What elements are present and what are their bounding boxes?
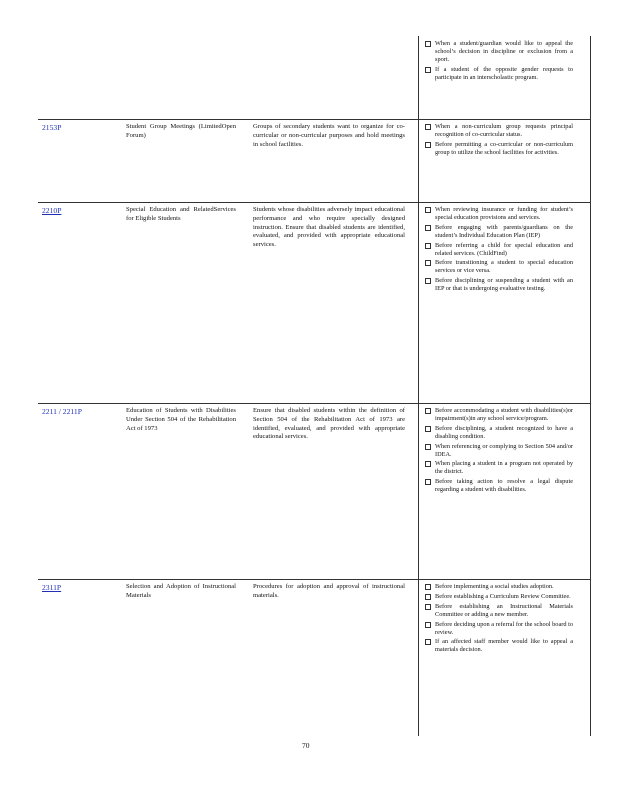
list-item: Before implementing a social studies adoption. xyxy=(423,583,573,591)
policy-link-2210P[interactable]: 2210P xyxy=(42,206,62,215)
policy-title: Special Education and RelatedServices for Eligible Students xyxy=(126,206,236,222)
list-item: Before establishing a Curriculum Review Committee. xyxy=(423,593,573,601)
list-item: Before engaging with parents/guardians on the student’s Individual Education Plan (IEP) xyxy=(423,224,573,240)
row-divider-2 xyxy=(38,202,591,203)
checkbox-bullet-icon xyxy=(425,622,431,628)
checkbox-bullet-icon xyxy=(425,243,431,249)
list-item: Before permitting a co-curricular or non-curriculum group to utilize the school facilities for activities. xyxy=(423,141,573,157)
list-item: When reviewing insurance or funding for student’s special education provisions and services. xyxy=(423,206,573,222)
when-cell-continued xyxy=(423,40,573,84)
checkbox-bullet-icon xyxy=(425,67,431,73)
policy-purpose: Procedures for adoption and approval of instructional materials. xyxy=(253,583,405,599)
checkbox-bullet-icon xyxy=(425,479,431,485)
list-item: Before establishing an Instructional Materials Committee or adding a new member. xyxy=(423,603,573,619)
list-item: When a non-curriculum group requests principal recognition of co-curricular status. xyxy=(423,123,573,139)
checkbox-bullet-icon xyxy=(425,408,431,414)
when-cell xyxy=(423,123,573,159)
checkbox-bullet-icon xyxy=(425,639,431,645)
checkbox-bullet-icon xyxy=(425,41,431,47)
list-item: Before disciplining or suspending a student with an IEP or that is undergoing evaluative testing. xyxy=(423,277,573,293)
list-item: If a student of the opposite gender requests to participate in an interscholastic program. xyxy=(423,66,573,82)
list-item: Before accommodating a student with disabilities(s)or impairment(s)in any school service/program. xyxy=(423,407,573,423)
policy-title: Education of Students with Disabilities Under Section 504 of the Rehabilitation Act of 1973 xyxy=(126,407,236,432)
list-item: Before disciplining, a student recognized to have a disabling condition. xyxy=(423,425,573,441)
list-item: When referencing or complying to Section 504 and/or IDEA. xyxy=(423,443,573,459)
checkbox-bullet-icon xyxy=(425,278,431,284)
list-item: Before taking action to resolve a legal dispute regarding a student with disabilities. xyxy=(423,478,573,494)
policy-code: 2211 / 2211P xyxy=(42,407,82,416)
policy-title: Selection and Adoption of Instructional Materials xyxy=(126,583,236,599)
checkbox-bullet-icon xyxy=(425,225,431,231)
list-item: When a student/guardian would like to appeal the school’s decision in discipline or exclusion from a sport. xyxy=(423,40,573,64)
policy-link-2311P[interactable]: 2311P xyxy=(42,583,62,592)
policy-purpose: Ensure that disabled students within the definition of Section 504 of the Rehabilitation Act of 1973 are identified, evaluated, and provided with appropriate educational services. xyxy=(253,407,405,441)
table-right-border xyxy=(590,36,591,736)
row-divider-3 xyxy=(38,403,591,404)
policy-purpose: Groups of secondary students want to organize for co-curricular or non-curricular purposes and hold meetings in school facilities. xyxy=(253,123,405,148)
list-item: When placing a student in a program not operated by the district. xyxy=(423,460,573,476)
checkbox-bullet-icon xyxy=(425,207,431,213)
list-item: Before referring a child for special education and related services. (ChildFind) xyxy=(423,242,573,258)
list-item: Before transitioning a student to special education services or vice versa. xyxy=(423,259,573,275)
row-divider-4 xyxy=(38,579,591,580)
checkbox-bullet-icon xyxy=(425,426,431,432)
checkbox-bullet-icon xyxy=(425,142,431,148)
when-cell xyxy=(423,206,573,295)
checkbox-bullet-icon xyxy=(425,594,431,600)
policy-code: 2153P xyxy=(42,123,62,132)
when-cell xyxy=(423,583,573,656)
page-number: 70 xyxy=(302,741,310,750)
checkbox-bullet-icon xyxy=(425,444,431,450)
checkbox-bullet-icon xyxy=(425,461,431,467)
list-item: If an affected staff member would like to appeal a materials decision. xyxy=(423,638,573,654)
policy-purpose: Students whose disabilities adversely impact educational performance and who require specially designed instruction. Ensure that disabled students are identified, evaluated, and provided with appropriate educational services. xyxy=(253,206,405,249)
list-item: Before deciding upon a referral for the school board to review. xyxy=(423,621,573,637)
checkbox-bullet-icon xyxy=(425,604,431,610)
when-cell xyxy=(423,407,573,496)
checkbox-bullet-icon xyxy=(425,584,431,590)
when-column-divider xyxy=(418,36,419,736)
checkbox-bullet-icon xyxy=(425,124,431,130)
row-divider-1 xyxy=(38,119,591,120)
policy-title: Student Group Meetings (LimitedOpen Forum) xyxy=(126,123,236,139)
checkbox-bullet-icon xyxy=(425,260,431,266)
